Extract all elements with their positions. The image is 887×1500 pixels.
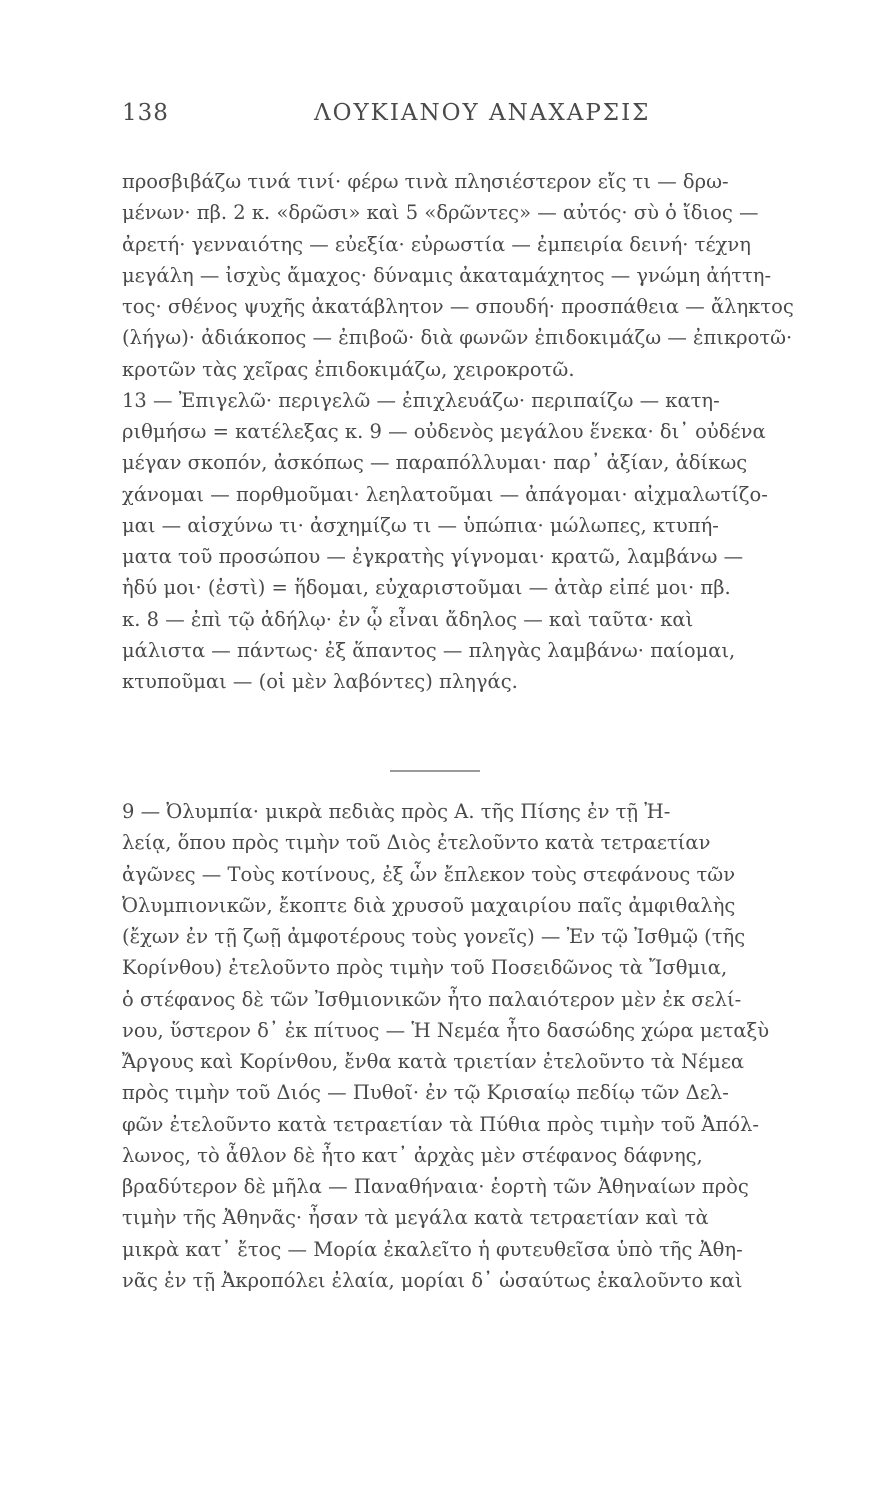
text-line: ἀγῶνες — Τοὺς κοτίνους, ἐξ ὧν ἔπλεκον τοὺς στεφάνους τῶν [122, 862, 736, 886]
text-line: ὁ στέφανος δὲ τῶν Ἰσθμιονικῶν ἦτο παλαιότερον μὲν ἐκ σελί- [122, 987, 742, 1011]
text-line: μέγαν σκοπόν, ἀσκόπως — παραπόλλυμαι· παρ᾽ ἀξίαν, ἀδίκως [122, 451, 748, 475]
text-line: ἀρετή· γενναιότης — εὐεξία· εὐρωστία — ἐμπειρία δεινή· τέχνη [122, 232, 751, 256]
section-divider [390, 770, 480, 772]
text-line: μικρὰ κατ᾽ ἔτος — Μορία ἐκαλεῖτο ἡ φυτευθεῖσα ὑπὸ τῆς Ἀθη- [122, 1237, 743, 1261]
text-line: λωνος, τὸ ἆθλον δὲ ἦτο κατ᾽ ἀρχὰς μὲν στέφανος δάφνης, [122, 1143, 703, 1167]
text-line: ματα τοῦ προσώπου — ἐγκρατὴς γίγνομαι· κρατῶ, λαμβάνω — [122, 545, 744, 568]
text-line: (ἔχων ἐν τῇ ζωῇ ἀμφοτέρους τοὺς γονεῖς) — Ἐν τῷ Ἰσθμῷ (τῆς [122, 925, 746, 948]
text-line: ριθμήσω = κατέλεξας κ. 9 — οὐδενὸς μεγάλου ἕνεκα· δι᾽ οὐδένα [122, 420, 766, 443]
text-line: πρὸς τιμὴν τοῦ Διός — Πυθοῖ· ἐν τῷ Κρισαίῳ πεδίῳ τῶν Δελ- [122, 1081, 729, 1105]
page-header [122, 100, 802, 140]
text-line: κροτῶν τὰς χεῖρας ἐπιδοκιμάζω, χειροκροτῶ. [122, 357, 575, 381]
text-line: 13 — Ἐπιγελῶ· περιγελῶ — ἐπιχλευάζω· περιπαίζω — κατη- [122, 388, 720, 412]
commentary-section-1 [122, 166, 822, 697]
text-line: μαι — αἰσχύνω τι· ἀσχημίζω τι — ὑπώπια· μώλωπες, κτυπή- [122, 513, 719, 537]
text-line: μένων· πβ. 2 κ. «δρῶσι» καὶ 5 «δρῶντες» — αὐτός· σὺ ὁ ἴδιος — [122, 201, 759, 225]
text-line: κτυποῦμαι — (οἱ μὲν λαβόντες) πληγάς. [122, 670, 518, 693]
text-line: μεγάλη — ἰσχὺς ἄμαχος· δύναμις ἀκαταμάχητος — γνώμη ἀήττη- [122, 263, 772, 287]
text-line: Ἄργους καὶ Κορίνθου, ἔνθα κατὰ τριετίαν ἐτελοῦντο τὰ Νέμεα [122, 1050, 745, 1073]
running-head: ΛΟΥΚΙΑΝΟΥ ΑΝΑΧΑΡΣΙΣ [314, 100, 651, 126]
page-number: 138 [122, 100, 169, 126]
text-line: λείᾳ, ὅπου πρὸς τιμὴν τοῦ Διὸς ἐτελοῦντο κατὰ τετραετίαν [122, 831, 711, 855]
text-line: τιμὴν τῆς Ἀθηνᾶς· ἦσαν τὰ μεγάλα κατὰ τετραετίαν καὶ τὰ [122, 1206, 709, 1230]
text-line: ἡδύ μοι· (ἐστὶ) = ἥδομαι, εὐχαριστοῦμαι — ἀτὰρ εἰπέ μοι· πβ. [122, 576, 731, 600]
text-line: μάλιστα — πάντως· ἐξ ἅπαντος — πληγὰς λαμβάνω· παίομαι, [122, 638, 736, 662]
text-line: Κορίνθου) ἐτελοῦντο πρὸς τιμὴν τοῦ Ποσειδῶνος τὰ Ἴσθμια, [122, 956, 728, 980]
text-line: κ. 8 — ἐπὶ τῷ ἀδήλῳ· ἐν ᾧ εἶναι ἄδηλος — καὶ ταῦτα· καὶ [122, 607, 694, 631]
text-line: νᾶς ἐν τῇ Ἀκροπόλει ἐλαία, μορίαι δ᾽ ὡσαύτως ἐκαλοῦντο καὶ [122, 1268, 743, 1292]
text-line: βραδύτερον δὲ μῆλα — Παναθήναια· ἑορτὴ τῶν Ἀθηναίων πρὸς [122, 1175, 749, 1198]
text-line: νου, ὕστερον δ᾽ ἐκ πίτυος — Ἡ Νεμέα ἦτο δασώδης χώρα μεταξὺ [122, 1018, 770, 1042]
text-line: φῶν ἐτελοῦντο κατὰ τετραετίαν τὰ Πύθια πρὸς τιμὴν τοῦ Ἀπόλ- [122, 1112, 759, 1136]
text-line: τος· σθένος ψυχῆς ἀκατάβλητον — σπουδή· προσπάθεια — ἄληκτος [122, 295, 794, 318]
text-line: Ὀλυμπιονικῶν, ἔκοπτε διὰ χρυσοῦ μαχαιρίου παῖς ἀμφιθαλὴς [122, 893, 736, 917]
text-line: προσβιβάζω τινά τινί· φέρω τινὰ πλησιέστερον εἴς τι — δρω- [122, 170, 729, 193]
commentary-section-2 [122, 796, 822, 1296]
text-line: (λήγω)· ἀδιάκοπος — ἐπιβοῶ· διὰ φωνῶν ἐπιδοκιμάζω — ἐπικροτῶ· [122, 326, 793, 350]
text-line: 9 — Ὀλυμπία· μικρὰ πεδιὰς πρὸς Α. τῆς Πίσης ἐν τῇ Ἠ- [122, 800, 671, 823]
text-line: χάνομαι — πορθμοῦμαι· λεηλατοῦμαι — ἀπάγομαι· αἰχμαλωτίζο- [122, 482, 768, 506]
